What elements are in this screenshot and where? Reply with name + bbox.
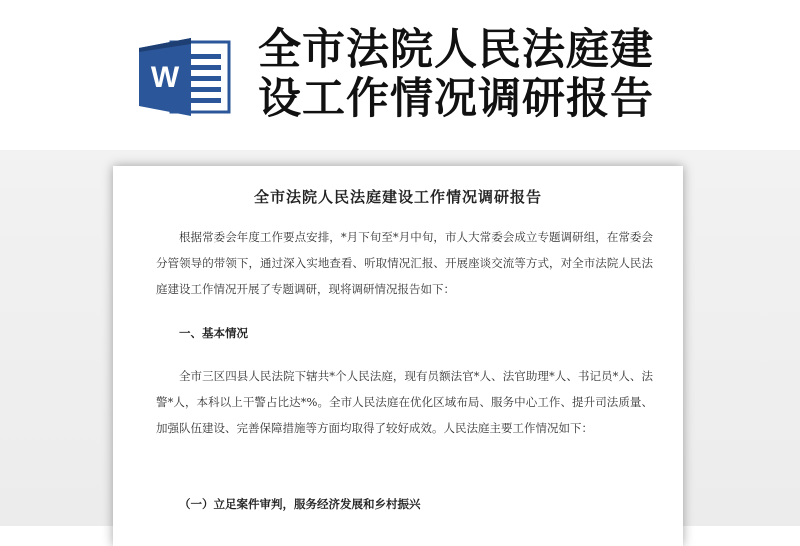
header-title xyxy=(258,26,778,124)
paragraph-intro: 根据常委会年度工作要点安排，*月下旬至*月中旬，市人大常委会成立专题调研组，在常委会分管领导的带领下，通过深入实地查看、听取情况汇报、开展座谈交流等方式，对全市法院人民法庭建设工作情况开展了专题调研，现将调研情况报告如下： xyxy=(156,230,653,296)
document-title: 全市法院人民法庭建设工作情况调研报告 xyxy=(253,188,542,206)
document-page xyxy=(113,166,683,546)
svg-text:W: W xyxy=(150,61,180,94)
subsection-heading-trial: （一）立足案件审判，服务经济发展和乡村振兴 xyxy=(179,497,421,511)
word-document-icon xyxy=(137,36,233,118)
section-heading-basic: 一、基本情况 xyxy=(179,326,248,340)
header-banner xyxy=(0,0,800,150)
header-title-line1: 全市法院人民法庭建 xyxy=(258,25,654,75)
header-title-line2: 设工作情况调研报告 xyxy=(258,74,654,124)
paragraph-basic: 全市三区四县人民法院下辖共*个人民法庭，现有员额法官*人、法官助理*人、书记员*人、法警*人，本科以上干警占比达*%。全市人民法庭在优化区域布局、服务中心工作、提升司法质量、加强队伍建设、完善保障措施等方面均取得了较好成效。人民法庭主要工作情况如下： xyxy=(156,369,653,435)
